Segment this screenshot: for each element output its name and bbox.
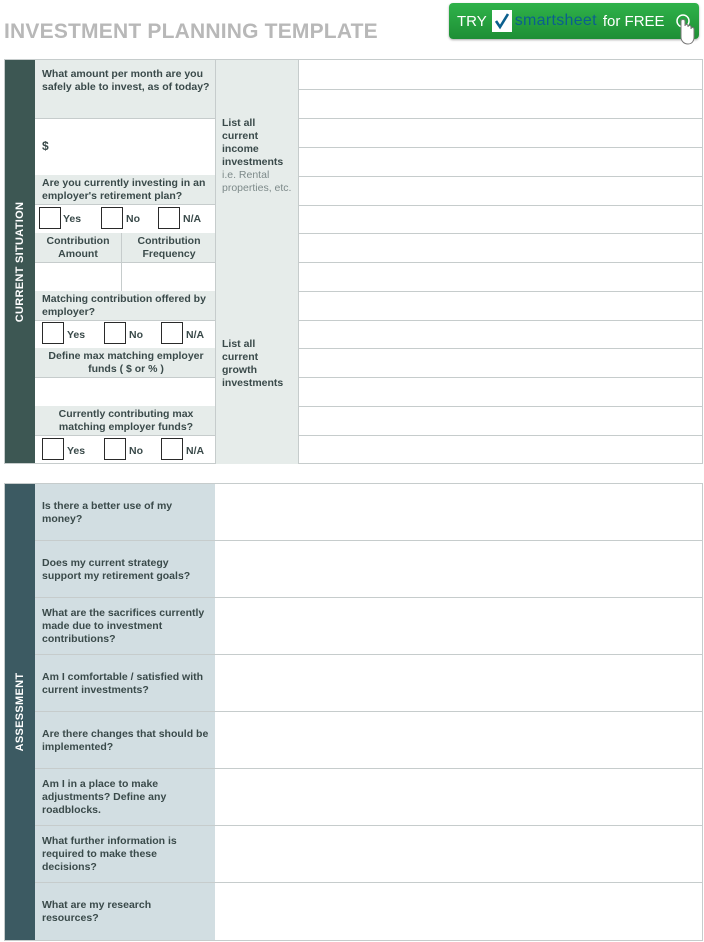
- employer-plan-no-checkbox[interactable]: [101, 207, 123, 229]
- income-investment-row[interactable]: [299, 147, 702, 177]
- matching-yes-checkbox[interactable]: [42, 322, 64, 344]
- matching-no-checkbox[interactable]: [104, 322, 126, 344]
- contributing-max-yes-checkbox[interactable]: [42, 438, 64, 460]
- contributing-max-na-label: N/A: [186, 445, 205, 457]
- define-max-field[interactable]: [35, 377, 216, 406]
- contribution-frequency-header: Contribution Frequency: [137, 235, 201, 260]
- income-investments-hint: i.e. Rental properties, etc.: [222, 169, 292, 194]
- income-investments-title: List all current income investments: [222, 117, 284, 168]
- assessment-sidebar: [5, 484, 35, 940]
- assessment-question: Does my current strategy support my retirement goals?: [35, 541, 215, 598]
- contributing-max-yes-label: Yes: [67, 445, 86, 457]
- assessment-answer-field[interactable]: [216, 655, 702, 711]
- monthly-question: What amount per month are you safely able to invest, as of today?: [42, 68, 210, 93]
- matching-no-label: No: [129, 329, 143, 341]
- assessment-question: Am I in a place to make adjustments? Define any roadblocks.: [35, 769, 215, 826]
- growth-investment-row[interactable]: [299, 406, 702, 436]
- current-situation-label: CURRENT SITUATION: [14, 201, 26, 322]
- current-situation-section: [4, 59, 703, 464]
- contributing-max-no-checkbox[interactable]: [104, 438, 126, 460]
- growth-investment-row[interactable]: [299, 320, 702, 349]
- assessment-section: [4, 483, 703, 941]
- assessment-question: Am I comfortable / satisfied with current investments?: [35, 655, 215, 712]
- growth-investment-row[interactable]: [299, 348, 702, 378]
- income-investments-label: [222, 117, 294, 195]
- assessment-question: What further information is required to make these decisions?: [35, 826, 215, 883]
- contributing-max-na-checkbox[interactable]: [161, 438, 183, 460]
- assessment-answer-field[interactable]: [216, 598, 702, 654]
- employer-plan-yes-checkbox[interactable]: [39, 207, 61, 229]
- assessment-label: ASSESSMENT: [14, 672, 26, 752]
- income-investment-row[interactable]: [299, 118, 702, 148]
- growth-investments-label: [222, 338, 294, 390]
- smartsheet-check-icon: [492, 10, 512, 32]
- growth-investment-row[interactable]: [299, 377, 702, 407]
- employer-plan-no-label: No: [126, 213, 140, 225]
- assessment-answer-field[interactable]: [216, 883, 702, 939]
- growth-investment-row[interactable]: [299, 291, 702, 321]
- contributing-max-no-label: No: [129, 445, 143, 457]
- contributing-max-question: Currently contributing max matching employer funds?: [58, 408, 194, 433]
- monthly-amount-field[interactable]: [35, 118, 216, 175]
- assessment-answer-field[interactable]: [216, 541, 702, 597]
- growth-investments-title: List all current growth investments: [222, 338, 284, 389]
- cta-free-text: for FREE: [602, 12, 665, 30]
- income-investment-row[interactable]: [299, 89, 702, 119]
- employer-plan-yes-label: Yes: [63, 213, 82, 225]
- matching-question: Matching contribution offered by employer?: [42, 293, 206, 318]
- assessment-answer-field[interactable]: [216, 826, 702, 882]
- assessment-answer-field[interactable]: [216, 712, 702, 768]
- contribution-amount-field[interactable]: [35, 262, 121, 291]
- current-situation-sidebar: [5, 60, 35, 463]
- assessment-answer-field[interactable]: [216, 769, 702, 825]
- income-investment-row[interactable]: [299, 233, 702, 263]
- employer-plan-na-checkbox[interactable]: [158, 207, 180, 229]
- employer-plan-na-label: N/A: [183, 213, 202, 225]
- try-smartsheet-button[interactable]: [449, 3, 699, 39]
- assessment-answer-field[interactable]: [216, 484, 702, 540]
- income-investment-row[interactable]: [299, 205, 702, 234]
- contribution-frequency-field[interactable]: [122, 262, 216, 291]
- assessment-question: What are the sacrifices currently made due to investment contributions?: [35, 598, 215, 655]
- pointer-hand-icon: [675, 11, 695, 49]
- assessment-question: Is there a better use of my money?: [35, 484, 215, 541]
- employer-plan-question: Are you currently investing in an employer's retirement plan?: [42, 177, 206, 202]
- matching-na-label: N/A: [186, 329, 205, 341]
- income-investment-row[interactable]: [299, 176, 702, 206]
- page-title: INVESTMENT PLANNING TEMPLATE: [4, 20, 378, 43]
- growth-investment-row[interactable]: [299, 435, 702, 463]
- assessment-question: Are there changes that should be implemented?: [35, 712, 215, 769]
- currency-symbol: $: [42, 139, 49, 153]
- growth-investment-row[interactable]: [299, 262, 702, 292]
- income-investment-row[interactable]: [299, 60, 702, 90]
- cta-try-text: TRY: [457, 12, 487, 30]
- contribution-amount-header: Contribution Amount: [46, 235, 110, 260]
- matching-yes-label: Yes: [67, 329, 86, 341]
- define-max-question: Define max matching employer funds ( $ or % ): [48, 350, 204, 375]
- matching-na-checkbox[interactable]: [161, 322, 183, 344]
- assessment-question: What are my research resources?: [35, 883, 215, 940]
- cta-brand-text: smartsheet: [514, 12, 597, 29]
